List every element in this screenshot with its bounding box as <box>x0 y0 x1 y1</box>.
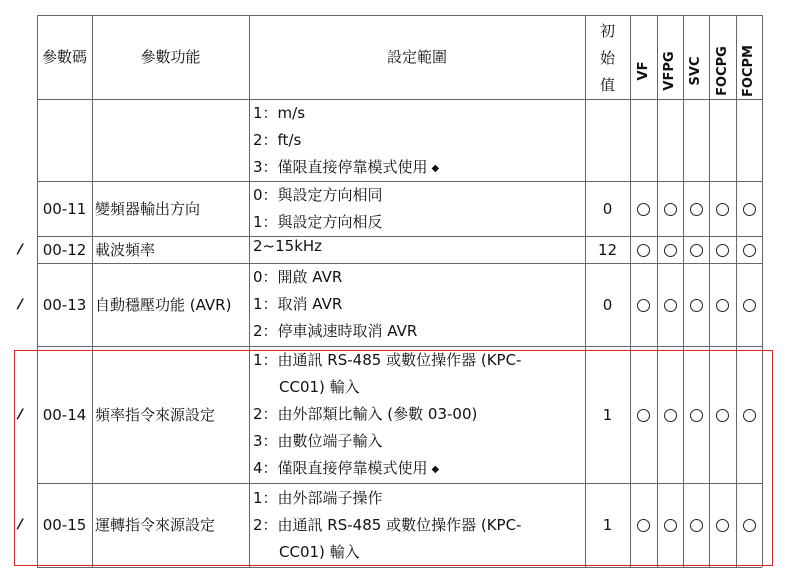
range-line: 1：由外部端子操作 <box>253 488 383 507</box>
supported-mode-circle-icon <box>690 244 703 257</box>
supported-mode-circle-icon <box>664 203 677 216</box>
range-line: 3：由數位端子輸入 <box>253 432 383 450</box>
grid-line <box>37 346 762 347</box>
header-mode-focpg: FOCPG <box>714 46 730 96</box>
supported-mode-circle-icon <box>637 299 650 312</box>
header-function: 參數功能 <box>140 48 201 66</box>
param-code: 00-14 <box>42 405 87 424</box>
range-line: 0：開啟 AVR <box>253 268 343 286</box>
header-mode-focpm: FOCPM <box>741 45 756 97</box>
param-code: 00-15 <box>42 516 87 534</box>
range-line: 1：取消 AVR <box>253 295 343 313</box>
range-line: 2：由通訊 RS-485 或數位操作器 (KPC- <box>253 515 522 534</box>
range-line: 1：由通訊 RS-485 或數位操作器 (KPC- <box>253 351 522 369</box>
param-code: 00-11 <box>42 199 87 218</box>
supported-mode-circle-icon <box>664 244 677 257</box>
grid-line <box>37 99 762 100</box>
range-line: 3：僅限直接停靠模式使用 ◆ <box>253 157 440 176</box>
supported-mode-circle-icon <box>637 244 650 257</box>
default-value: 1 <box>602 516 613 534</box>
supported-mode-circle-icon <box>690 299 703 312</box>
param-function: 自動穩壓功能 (AVR) <box>95 295 232 314</box>
range-line: CC01) 輸入 <box>279 542 360 561</box>
modifiable-marker: ∕ <box>17 406 23 422</box>
grid-line <box>37 15 762 16</box>
supported-mode-circle-icon <box>637 203 650 216</box>
range-line: 2：由外部類比輸入 (參數 03-00) <box>253 405 478 423</box>
supported-mode-circle-icon <box>743 244 756 257</box>
header-range: 設定範圍 <box>386 48 447 66</box>
range-line: 2：停車減速時取消 AVR <box>253 322 418 340</box>
diamond-icon: ◆ <box>431 162 440 174</box>
range-line: 4：僅限直接停靠模式使用 ◆ <box>253 459 440 477</box>
default-value: 12 <box>597 240 618 259</box>
param-function: 載波頻率 <box>95 240 156 259</box>
range-line: CC01) 輸入 <box>279 378 360 396</box>
highlight-box <box>14 350 773 566</box>
header-mode-vfpg: VFPG <box>662 51 677 91</box>
diamond-icon: ◆ <box>431 464 440 475</box>
modifiable-marker: ∕ <box>17 296 23 312</box>
default-value: 0 <box>602 199 613 218</box>
supported-mode-circle-icon <box>690 203 703 216</box>
grid-line <box>37 567 762 568</box>
modifiable-marker: ∕ <box>17 241 23 257</box>
grid-line <box>37 263 762 264</box>
param-code: 00-12 <box>42 240 87 259</box>
header-mode-vf: VF <box>635 61 651 81</box>
header-default-char: 始 <box>599 49 615 67</box>
header-code: 參數碼 <box>41 48 87 66</box>
modifiable-marker: ∕ <box>17 517 23 532</box>
header-mode-svc: SVC <box>688 56 703 86</box>
range-line: 1：與設定方向相反 <box>253 212 383 231</box>
header-default-char: 值 <box>599 76 615 94</box>
supported-mode-circle-icon <box>716 299 729 312</box>
range-line: 2：ft/s <box>253 130 302 149</box>
supported-mode-circle-icon <box>664 299 677 312</box>
default-value: 0 <box>602 295 613 314</box>
header-default-char: 初 <box>599 22 615 40</box>
grid-line <box>37 181 762 182</box>
range-line: 0：與設定方向相同 <box>253 185 383 204</box>
supported-mode-circle-icon <box>743 203 756 216</box>
param-function: 運轉指令來源設定 <box>95 516 216 534</box>
supported-mode-circle-icon <box>716 203 729 216</box>
param-function: 頻率指令來源設定 <box>95 405 216 424</box>
grid-line <box>37 236 762 237</box>
supported-mode-circle-icon <box>743 299 756 312</box>
range-line: 1：m/s <box>253 103 306 122</box>
default-value: 1 <box>602 405 613 424</box>
param-function: 變頻器輸出方向 <box>95 199 201 218</box>
param-code: 00-13 <box>42 295 87 314</box>
supported-mode-circle-icon <box>716 244 729 257</box>
range-line: 2~15kHz <box>253 237 323 255</box>
